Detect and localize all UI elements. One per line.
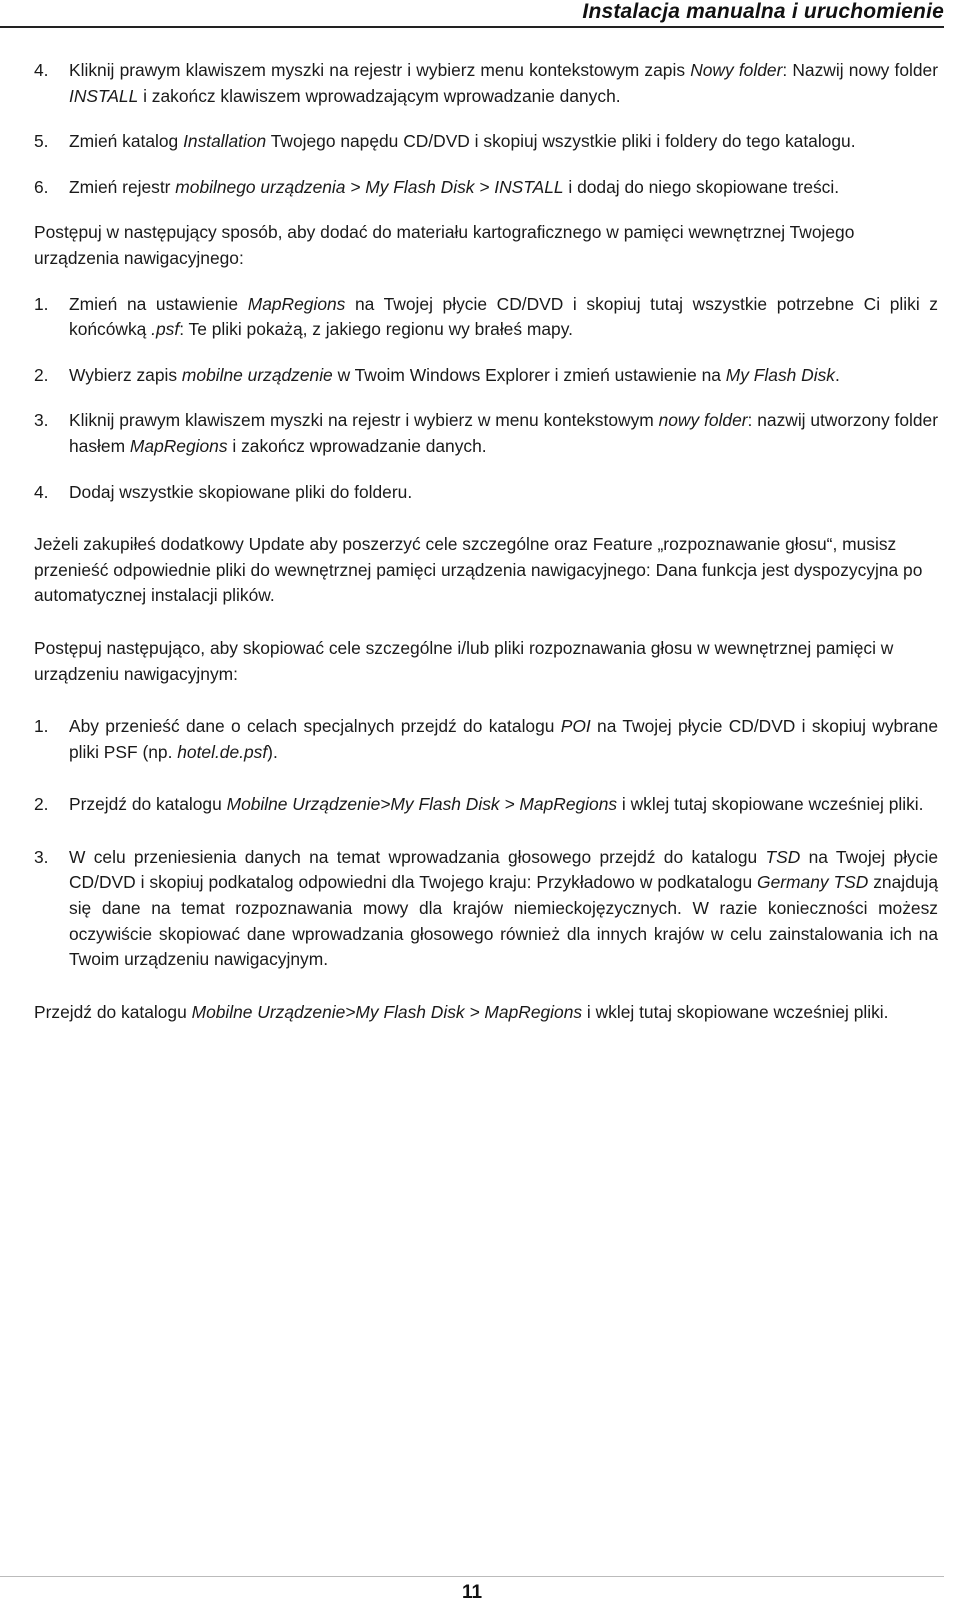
footer-rule: [0, 1576, 944, 1577]
list-item: [34, 292, 938, 343]
list-item: [34, 175, 938, 201]
page-header-title: Instalacja manualna i uruchomienie: [582, 0, 944, 23]
list-item-text: Przejdź do katalogu Mobilne Urządzenie>My Flash Disk > MapRegions i wklej tutaj skopiowane wcześniej pliki.: [69, 794, 924, 815]
list-item-number: 1.: [34, 293, 49, 314]
list-item-text: Zmień na ustawienie MapRegions na Twojej płycie CD/DVD i skopiuj tutaj wszystkie potrzebne Ci pliki z końcówką .psf: Te pliki pokażą, z jakiego regionu wy brałeś mapy.: [69, 293, 938, 340]
paragraph: Postępuj w następujący sposób, aby dodać do materiału kartograficznego w pamięci wewnętrznej Twojego urządzenia nawigacyjnego:: [34, 222, 855, 268]
list-item-text: Wybierz zapis mobilne urządzenie w Twoim Windows Explorer i zmień ustawienie na My Flash Disk.: [69, 364, 840, 385]
list-item-text: W celu przeniesienia danych na temat wprowadzania głosowego przejdź do katalogu TSD na Twojej płycie CD/DVD i skopiuj podkatalog odpowiedni dla Twojego kraju: Przykładowo w podkatalogu Germany TSD znajdują się dane na temat rozpoznawania mowy dla krajów niemieckojęzycznych. W razie konieczności możesz oczywiście skopiować dane wprowadzania głosowego również dla innych krajów w celu zainstalowania ich na Twoim urządzeniu nawigacyjnym.: [69, 846, 938, 970]
list-item: [34, 363, 938, 389]
list-item-number: 5.: [34, 131, 49, 152]
list-item: [34, 714, 938, 765]
list-item: [34, 129, 938, 155]
paragraph: Jeżeli zakupiłeś dodatkowy Update aby poszerzyć cele szczególne oraz Feature „rozpoznawanie głosu“, musisz przenieść odpowiednie pliki do wewnętrznej pamięci urządzenia nawigacyjnego: Dana funkcja jest dyspozycyjna po automatycznej instalacji plików.: [34, 534, 923, 606]
page-footer: [0, 1576, 960, 1607]
list-item-number: 4.: [34, 481, 49, 502]
list-item-number: 2.: [34, 794, 49, 815]
header-rule: [0, 26, 944, 28]
page-number: 11: [461, 1582, 483, 1603]
list-item-text: Kliknij prawym klawiszem myszki na rejestr i wybierz menu kontekstowym zapis Nowy folder: Nazwij nowy folder INSTALL i zakończ klawiszem wprowadzającym wprowadzanie danych.: [69, 60, 938, 106]
list-item: [34, 58, 938, 109]
list-item-text: Kliknij prawym klawiszem myszki na rejestr i wybierz w menu kontekstowym nowy folder: nazwij utworzony folder hasłem MapRegions i zakończ wprowadzanie danych.: [69, 410, 938, 456]
list-item: [34, 845, 938, 973]
list-item-text: Zmień rejestr mobilnego urządzenia > My Flash Disk > INSTALL i dodaj do niego skopiowane treści.: [69, 176, 840, 197]
list-item: [34, 480, 938, 506]
list-item-text: Zmień katalog Installation Twojego napędu CD/DVD i skopiuj wszystkie pliki i foldery do tego katalogu.: [69, 131, 856, 152]
list-item: [34, 792, 938, 818]
list-item-number: 3.: [34, 846, 49, 867]
list-item-text: Dodaj wszystkie skopiowane pliki do folderu.: [69, 481, 413, 502]
list-item-number: 3.: [34, 410, 49, 431]
page-header: [0, 0, 944, 30]
paragraph: Przejdź do katalogu Mobilne Urządzenie>My Flash Disk > MapRegions i wklej tutaj skopiowane wcześniej pliki.: [34, 1001, 889, 1022]
list-item-number: 1.: [34, 716, 49, 737]
document-body: [34, 58, 938, 1025]
list-item-text: Aby przenieść dane o celach specjalnych przejdź do katalogu POI na Twojej płycie CD/DVD i skopiuj wybrane pliki PSF (np. hotel.de.psf).: [69, 716, 938, 762]
list-item-number: 2.: [34, 364, 49, 385]
paragraph: Postępuj następująco, aby skopiować cele szczególne i/lub pliki rozpoznawania głosu w wewnętrznej pamięci w urządzeniu nawigacyjnym:: [34, 637, 894, 684]
list-item-number: 4.: [34, 60, 49, 80]
list-item: [34, 408, 938, 459]
list-item-number: 6.: [34, 176, 49, 197]
